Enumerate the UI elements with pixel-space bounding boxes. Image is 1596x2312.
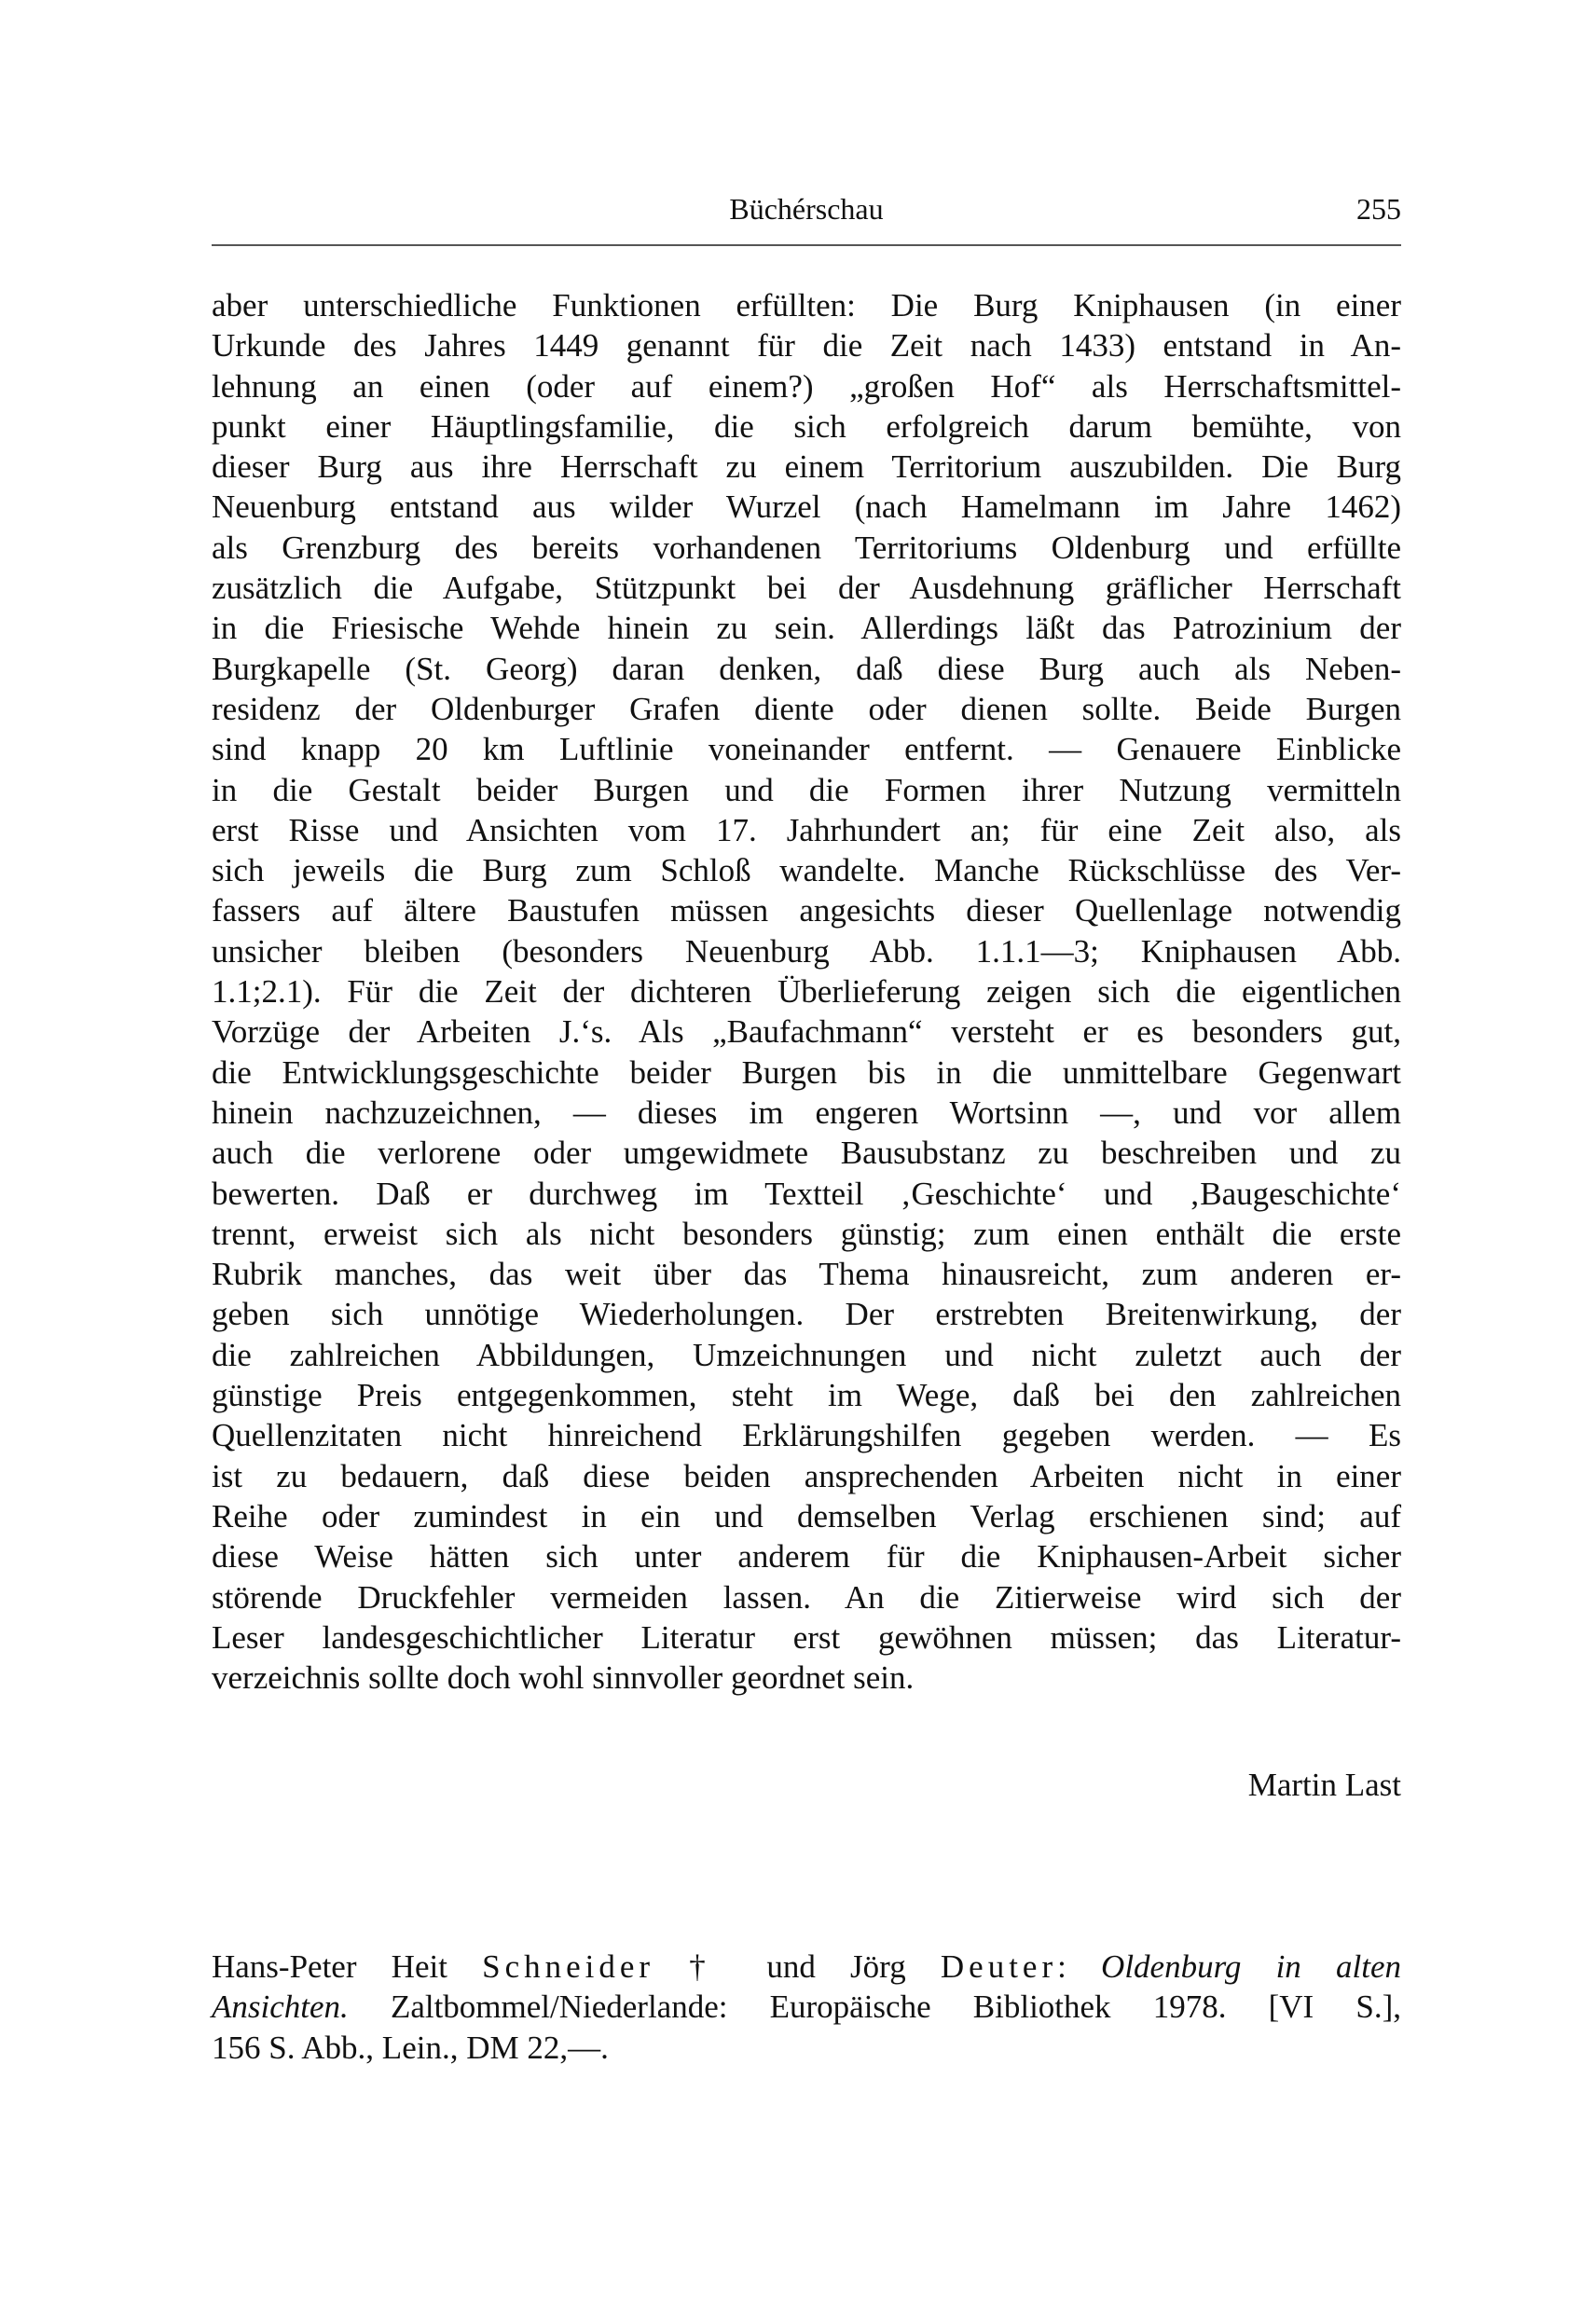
text-line: als Grenzburg des bereits vorhandenen Territoriums Oldenburg und erfüllte bbox=[212, 529, 1401, 566]
text-line: residenz der Oldenburger Grafen diente oder dienen sollte. Beide Burgen bbox=[212, 690, 1401, 727]
text-line: ist zu bedauern, daß diese beiden ansprechenden Arbeiten nicht in einer bbox=[212, 1457, 1401, 1494]
text-line: Neuenburg entstand aus wilder Wurzel (nach Hamelmann im Jahre 1462) bbox=[212, 489, 1401, 526]
bib-line-1 bbox=[212, 1947, 1401, 1987]
text-line: störende Druckfehler vermeiden lassen. An die Zitierweise wird sich der bbox=[212, 1578, 1401, 1616]
bib-author2-surname: Deuter bbox=[940, 1948, 1058, 1985]
text-line: erst Risse und Ansichten vom 17. Jahrhundert an; für eine Zeit also, als bbox=[212, 811, 1401, 848]
text-line: sind knapp 20 km Luftlinie voneinander entfernt. — Genauere Einblicke bbox=[212, 731, 1401, 768]
running-header-title: Büchérschau bbox=[729, 192, 884, 226]
text-line: lehnung an einen (oder auf einem?) „großen Hof“ als Herrschaftsmittel- bbox=[212, 367, 1401, 405]
text-line: 1.1;2.1). Für die Zeit der dichteren Überlieferung zeigen sich die eigentlichen bbox=[212, 973, 1401, 1011]
text-line: dieser Burg aus ihre Herrschaft zu einem Territorium auszubilden. Die Burg bbox=[212, 448, 1401, 486]
text-line: Burgkapelle (St. Georg) daran denken, daß diese Burg auch als Neben- bbox=[212, 650, 1401, 687]
text-line: Rubrik manches, das weit über das Thema hinausreicht, zum anderen er- bbox=[212, 1256, 1401, 1293]
bibliographic-entry bbox=[212, 1947, 1401, 2068]
text-line: auch die verlorene oder umgewidmete Bausubstanz zu beschreiben und zu bbox=[212, 1135, 1401, 1172]
text-line: geben sich unnötige Wiederholungen. Der erstrebten Breitenwirkung, der bbox=[212, 1296, 1401, 1333]
text-line: günstige Preis entgegenkommen, steht im Wege, daß bei den zahlreichen bbox=[212, 1377, 1401, 1414]
text-line: unsicher bleiben (besonders Neuenburg Abb. 1.1.1—3; Kniphausen Abb. bbox=[212, 932, 1401, 970]
page-number: 255 bbox=[1356, 192, 1401, 226]
running-header bbox=[212, 192, 1401, 233]
text-line: zusätzlich die Aufgabe, Stützpunkt bei der Ausdehnung gräflicher Herrschaft bbox=[212, 570, 1401, 607]
text-line: Leser landesgeschichtlicher Literatur erst gewöhnen müssen; das Literatur- bbox=[212, 1618, 1401, 1656]
text-line: in die Gestalt beider Burgen und die Formen ihrer Nutzung vermitteln bbox=[212, 771, 1401, 808]
bib-publisher: Zaltbommel/Niederlande: Europäische Bibliothek 1978. [VI S.], bbox=[348, 1989, 1401, 2026]
bib-author1-surname: Schneider bbox=[482, 1948, 655, 1985]
text-line: punkt einer Häuptlingsfamilie, die sich erfolgreich darum bemühte, von bbox=[212, 407, 1401, 445]
text-line: Urkunde des Jahres 1449 genannt für die Zeit nach 1433) entstand in An- bbox=[212, 327, 1401, 365]
text-line: hinein nachzuzeichnen, — dieses im engeren Wortsinn —, und vor allem bbox=[212, 1094, 1401, 1131]
text-line: die zahlreichen Abbildungen, Umzeichnungen und nicht zuletzt auch der bbox=[212, 1336, 1401, 1373]
bib-line-3: 156 S. Abb., Lein., DM 22,—. bbox=[212, 2029, 609, 2066]
bib-line-2 bbox=[212, 1987, 1401, 2027]
text-line: in die Friesische Wehde hinein zu sein. Allerdings läßt das Patrozinium der bbox=[212, 610, 1401, 647]
text-line: sich jeweils die Burg zum Schloß wandelte. Manche Rückschlüsse des Ver- bbox=[212, 852, 1401, 889]
text-line: diese Weise hätten sich unter anderem für die Kniphausen-Arbeit sicher bbox=[212, 1538, 1401, 1576]
text-line: Quellenzitaten nicht hinreichend Erklärungshilfen gegeben werden. — Es bbox=[212, 1417, 1401, 1454]
text-line: fassers auf ältere Baustufen müssen angesichts dieser Quellenlage notwendig bbox=[212, 892, 1401, 929]
text-line: trennt, erweist sich als nicht besonders günstig; zum einen enthält die erste bbox=[212, 1215, 1401, 1252]
text-line: Vorzüge der Arbeiten J.‘s. Als „Baufachmann“ versteht er es besonders gut, bbox=[212, 1013, 1401, 1051]
text-line: die Entwicklungsgeschichte beider Burgen bis in die unmittelbare Gegenwart bbox=[212, 1053, 1401, 1091]
bib-colon: : bbox=[1057, 1948, 1102, 1985]
bib-title: Oldenburg in alten bbox=[1101, 1948, 1401, 1985]
reviewer-signature: Martin Last bbox=[1247, 1767, 1401, 1803]
bib-author-joiner: † und Jörg bbox=[654, 1948, 941, 1985]
text-line: verzeichnis sollte doch wohl sinnvoller geordnet sein. bbox=[212, 1659, 915, 1697]
text-line: Reihe oder zumindest in ein und demselben Verlag erschienen sind; auf bbox=[212, 1497, 1401, 1534]
bib-title-cont: Ansichten. bbox=[212, 1989, 349, 2026]
header-rule bbox=[212, 244, 1401, 246]
text-line: aber unterschiedliche Funktionen erfüllten: Die Burg Kniphausen (in einer bbox=[212, 287, 1401, 323]
text-line: bewerten. Daß er durchweg im Textteil ‚Geschichte‘ und ‚Baugeschichte‘ bbox=[212, 1175, 1401, 1212]
review-body-text bbox=[212, 285, 1401, 1698]
bib-author1-given: Hans-Peter Heit bbox=[212, 1948, 483, 1985]
